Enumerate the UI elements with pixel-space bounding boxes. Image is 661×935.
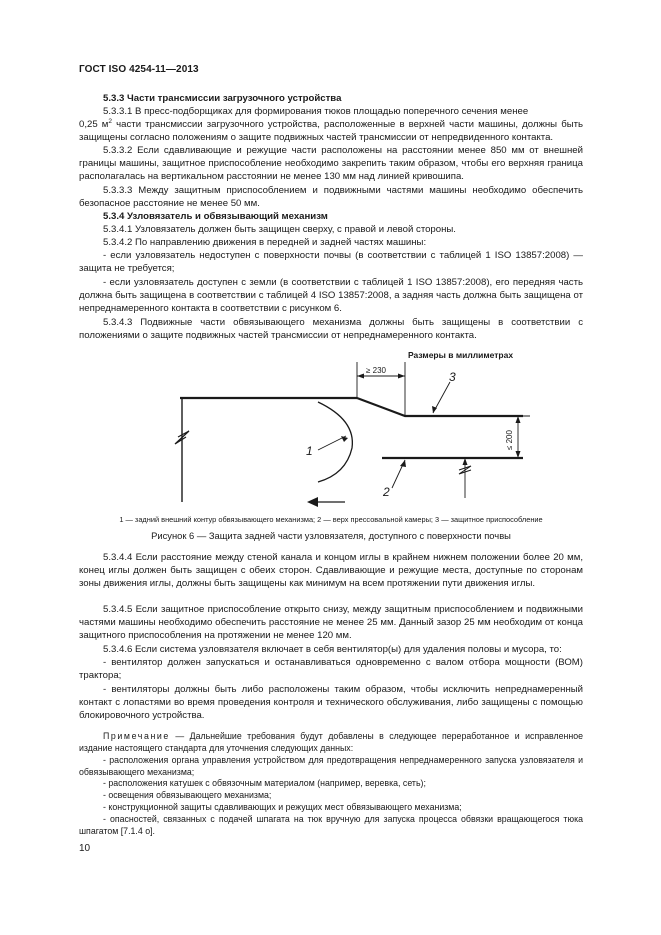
paragraph-5-3-4-1: 5.3.4.1 Узловязатель должен быть защищен сверху, с правой и левой стороны. (103, 224, 456, 235)
units-label: Размеры в миллиметрах (408, 350, 514, 360)
note-item: - опасностей, связанных с подачей шпагата на тюк вручную для запуска процесса обвязки вращающегося тюка шпагатом [7.1.4 о]. (79, 814, 583, 836)
callout-1: 1 (306, 444, 313, 458)
superscript: 2 (108, 117, 113, 125)
list-item: - если узловязатель доступен с земли (в соответствии с таблицей 1 ISO 13857:2008), его передняя часть должна быть защищена в соответствии с таблицей 4 ISO 13857:2008, а задняя часть должна быть защищена от непреднамеренного контакта в соответствии с рисунком 6. (79, 277, 583, 315)
paragraph-5-3-4-3: 5.3.4.3 Подвижные части обвязывающего механизма должны быть защищены в соответствии с положениями о защите подвижных частей трансмиссии от непреднамеренного контакта. (79, 317, 583, 342)
arrowhead (357, 374, 364, 379)
note-item: - расположения органа управления устройством для предотвращения непреднамеренного запуска узловязателя и обвязывающего механизма; (79, 755, 583, 777)
paragraph-5-3-4-2: 5.3.4.2 По направлению движения в передней и задней частях машины: (103, 237, 427, 248)
page-number: 10 (79, 843, 91, 854)
document-header: ГОСТ ISO 4254-11—2013 (79, 64, 199, 75)
callout-3: 3 (449, 370, 456, 384)
paragraph-5-3-3-1: 0,25 $м^2$ части трансмиссии загрузочного устройства, расположенные в верхней части машины, должны быть защищены согласно положениям о защите подвижных частей трансмиссии от непредвиденного контакта. (79, 117, 583, 144)
note-item: - расположения катушек с обвязочным материалом (например, веревка, сеть); (103, 778, 426, 788)
figure-caption: Рисунок 6 — Защита задней части узловязателя, доступного с поверхности почвы (151, 530, 511, 541)
list-item: - вентилятор должен запускаться и останавливаться одновременно с валом отбора мощности (ВОМ) трактора; (79, 657, 583, 682)
arrowhead (398, 374, 405, 379)
paragraph-5-3-3-1-line1: 5.3.3.1 В пресс-подборщиках для формирования тюков площадью поперечного сечения менее (103, 106, 529, 117)
section-heading-5-3-4: 5.3.4 Узловязатель и обвязывающий механизм (103, 211, 328, 222)
knotter-contour-arc (318, 402, 352, 482)
paragraph-5-3-4-4: 5.3.4.4 Если расстояние между стеной канала и концом иглы в крайнем нижнем положении более 20 мм, конец иглы должен быть защищен с обеих сторон. Сдавливающие и режущие места, доступные по сторонам зоны движения иглы, должны быть защищены как минимум на всем протяжении пути движения иглы. (79, 552, 583, 590)
callout-leader-1 (318, 436, 346, 450)
direction-arrowhead (307, 497, 318, 507)
paragraph-5-3-4-6: 5.3.4.6 Если система узловязателя включает в себя вентилятор(ы) для удаления половы и мусора, то: (103, 644, 562, 655)
note-label: Примечание (103, 731, 170, 741)
paragraph-5-3-3-3: 5.3.3.3 Между защитным приспособлением и подвижными частями машины необходимо обеспечить безопасное расстояние не менее 50 мм. (79, 185, 583, 210)
note-item: - освещения обвязывающего механизма; (103, 790, 272, 800)
section-heading-5-3-3: 5.3.3 Части трансмиссии загрузочного устройства (103, 93, 342, 104)
dimension-label-vertical: ≤ 200 (505, 430, 514, 450)
list-item: - если узловязатель недоступен с поверхности почвы (в соответствии с таблицей 1 ISO 13857:2008) — защита не требуется; (79, 250, 583, 275)
paragraph-5-3-3-2: 5.3.3.2 Если сдавливающие и режущие части расположены на расстоянии менее 850 мм от внешней границы машины, защитное приспособление необходимо закрепить таким образом, чтобы его верхняя граница располагалась на вертикальном расстоянии не менее 130 мм над линией кривошипа. (79, 145, 583, 183)
callout-2: 2 (383, 485, 390, 499)
dimension-label-horizontal: ≥ 230 (366, 366, 386, 375)
list-item: - вентиляторы должны быть либо расположены таким образом, чтобы исключить непреднамеренный контакт с лопастями во время проведения контроля и технического обслуживания, либо защищены с помощью блокировочного устройства. (79, 684, 583, 722)
paragraph-5-3-4-5: 5.3.4.5 Если защитное приспособление открыто снизу, между защитным приспособлением и подвижными частями машины необходимо обеспечить расстояние не менее 25 мм. Данный зазор 25 мм необходим от конца защитного приспособления на протяжении не менее 120 мм. (79, 604, 583, 642)
figure-legend: 1 — задний внешний контур обвязывающего механизма; 2 — верх прессовальной камеры; 3 — защитное приспособление (119, 515, 543, 524)
arrowhead (400, 460, 406, 467)
note-item: - конструкционной защиты сдавливающих и режущих мест обвязывающего механизма; (103, 802, 462, 812)
note-intro: Примечание — Дальнейшие требования будут добавлены в следующее переработанное и исправленное издание настоящего стандарта для уточнения следующих данных: (79, 731, 583, 753)
